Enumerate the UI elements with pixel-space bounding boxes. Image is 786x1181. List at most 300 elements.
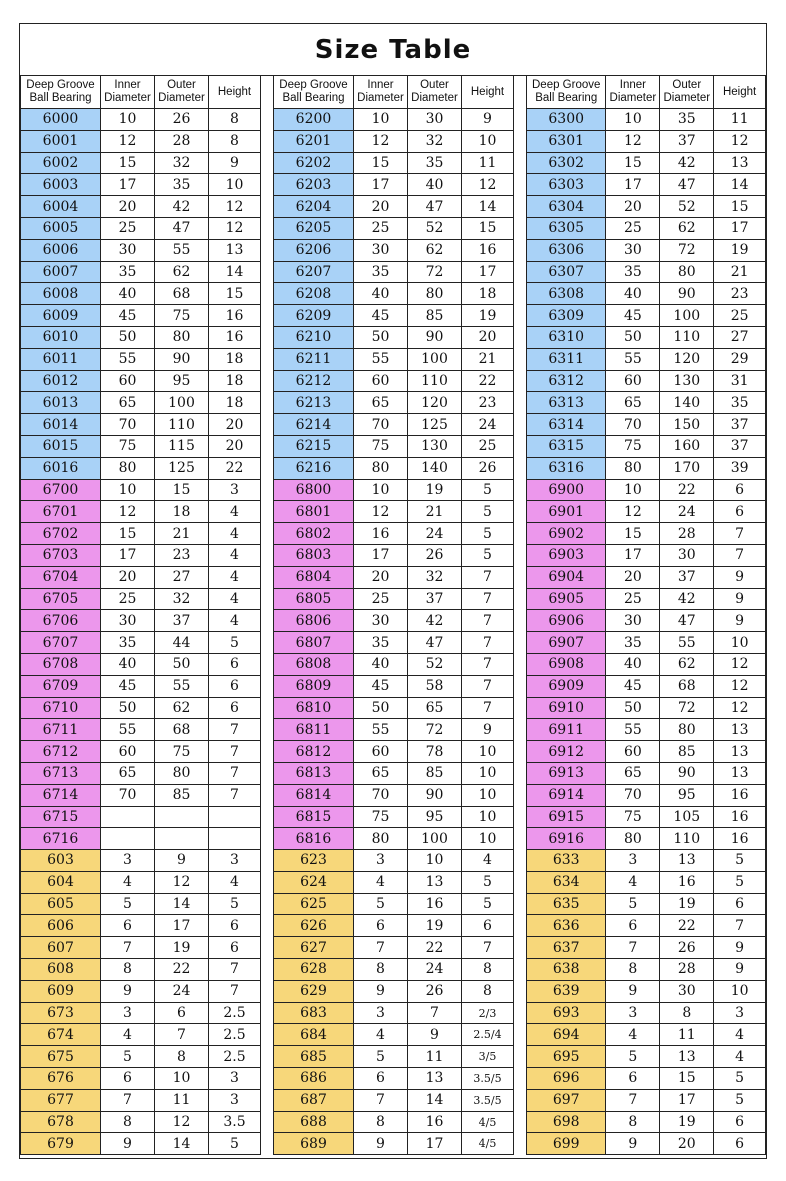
bearing-model: 6713: [21, 762, 101, 784]
table-row: [527, 610, 766, 632]
table-row: [21, 261, 261, 283]
table-row: [21, 959, 261, 981]
outer-diameter: 62: [155, 261, 209, 283]
bearing-model: 676: [21, 1068, 101, 1090]
outer-diameter: 85: [660, 741, 714, 763]
outer-diameter: 32: [155, 588, 209, 610]
table-row: [274, 850, 514, 872]
outer-diameter: 24: [155, 980, 209, 1002]
inner-diameter: 8: [606, 959, 660, 981]
outer-diameter: 47: [408, 632, 462, 654]
inner-diameter: 55: [606, 719, 660, 741]
inner-diameter: 7: [606, 1089, 660, 1111]
height: 6: [209, 675, 261, 697]
table-row: [527, 762, 766, 784]
inner-diameter: 5: [101, 893, 155, 915]
bearing-model: 6900: [527, 479, 606, 501]
inner-diameter: 70: [606, 784, 660, 806]
height: 6: [209, 697, 261, 719]
page-title: Size Table: [20, 24, 766, 76]
bearing-model: 678: [21, 1111, 101, 1133]
table-row: [21, 283, 261, 305]
table-row: [21, 501, 261, 523]
height: 12: [209, 217, 261, 239]
outer-diameter: 26: [408, 980, 462, 1002]
height: 14: [462, 196, 514, 218]
outer-diameter: 58: [408, 675, 462, 697]
height: 16: [714, 784, 766, 806]
height: 39: [714, 457, 766, 479]
bearing-model: 639: [527, 980, 606, 1002]
outer-diameter: 140: [408, 457, 462, 479]
inner-diameter: 25: [606, 217, 660, 239]
table-row: [21, 632, 261, 654]
outer-diameter: 140: [660, 392, 714, 414]
table-row: [527, 479, 766, 501]
inner-diameter: 7: [354, 937, 408, 959]
outer-diameter: 9: [155, 850, 209, 872]
bearing-model: 6212: [274, 370, 354, 392]
table-row: [527, 392, 766, 414]
bearing-model: 6301: [527, 130, 606, 152]
table-row: [21, 1024, 261, 1046]
height: 29: [714, 348, 766, 370]
bearing-model: 625: [274, 893, 354, 915]
table-row: [274, 348, 514, 370]
bearing-model: 6804: [274, 566, 354, 588]
bearing-model: 6006: [21, 239, 101, 261]
bearing-model: 695: [527, 1046, 606, 1068]
bearing-model: 6911: [527, 719, 606, 741]
height: 10: [462, 762, 514, 784]
height: 31: [714, 370, 766, 392]
height: 19: [714, 239, 766, 261]
outer-diameter: 50: [155, 653, 209, 675]
height: 6: [462, 915, 514, 937]
inner-diameter: 12: [354, 130, 408, 152]
inner-diameter: 70: [354, 414, 408, 436]
inner-diameter: 3: [101, 850, 155, 872]
outer-diameter: 24: [408, 523, 462, 545]
height: 7: [462, 697, 514, 719]
outer-diameter: 23: [155, 544, 209, 566]
bearing-model: 608: [21, 959, 101, 981]
table-row: [21, 1046, 261, 1068]
table-row: [274, 457, 514, 479]
outer-diameter: 37: [660, 130, 714, 152]
height: 7: [714, 915, 766, 937]
outer-diameter: 13: [660, 1046, 714, 1068]
table-row: [527, 457, 766, 479]
height: 20: [209, 414, 261, 436]
inner-diameter: [101, 806, 155, 828]
outer-diameter: 125: [408, 414, 462, 436]
table-row: [274, 675, 514, 697]
outer-diameter: [155, 828, 209, 850]
bearing-model: 6915: [527, 806, 606, 828]
inner-diameter: 17: [606, 544, 660, 566]
table-row: [21, 937, 261, 959]
height: 37: [714, 414, 766, 436]
bearing-model: 6916: [527, 828, 606, 850]
height: 6: [714, 1111, 766, 1133]
table-row: [21, 414, 261, 436]
pink-series-block: [21, 479, 261, 850]
height: 18: [209, 348, 261, 370]
inner-diameter: 80: [354, 457, 408, 479]
outer-diameter: 55: [155, 675, 209, 697]
bearing-model: 693: [527, 1002, 606, 1024]
height: 6: [209, 915, 261, 937]
inner-diameter: 25: [354, 588, 408, 610]
outer-diameter: 130: [408, 435, 462, 457]
inner-diameter: 40: [606, 653, 660, 675]
table-row: [527, 152, 766, 174]
inner-diameter: 8: [101, 959, 155, 981]
table-row: [527, 632, 766, 654]
inner-diameter: 65: [606, 392, 660, 414]
inner-diameter: 65: [606, 762, 660, 784]
height: 13: [714, 719, 766, 741]
bearing-model: 628: [274, 959, 354, 981]
bearing-model: 686: [274, 1068, 354, 1090]
inner-diameter: 5: [354, 893, 408, 915]
bearing-model: 6800: [274, 479, 354, 501]
outer-diameter: 125: [155, 457, 209, 479]
table-row: [21, 784, 261, 806]
inner-diameter: 8: [354, 959, 408, 981]
bearing-model: 6907: [527, 632, 606, 654]
inner-diameter: 20: [606, 566, 660, 588]
outer-diameter: 13: [660, 850, 714, 872]
table-row: [274, 1111, 514, 1133]
bearing-model: 6203: [274, 174, 354, 196]
inner-diameter: 50: [101, 326, 155, 348]
table-row: [527, 871, 766, 893]
outer-diameter: 42: [660, 152, 714, 174]
table-row: [527, 370, 766, 392]
outer-diameter: 30: [660, 544, 714, 566]
height: 5: [209, 1133, 261, 1155]
inner-diameter: 6: [606, 915, 660, 937]
height: 7: [209, 762, 261, 784]
height: 6: [714, 479, 766, 501]
bearing-model: 6208: [274, 283, 354, 305]
bearing-model: 6312: [527, 370, 606, 392]
outer-diameter: 47: [660, 174, 714, 196]
table-row: [21, 392, 261, 414]
outer-diameter: 15: [660, 1068, 714, 1090]
height: 2/3: [462, 1002, 514, 1024]
bearing-model: 6313: [527, 392, 606, 414]
table-row: [527, 109, 766, 131]
header-height: Height: [209, 76, 261, 109]
outer-diameter: 110: [660, 828, 714, 850]
height: 14: [209, 261, 261, 283]
table-row: [527, 501, 766, 523]
table-row: [21, 348, 261, 370]
inner-diameter: 12: [101, 501, 155, 523]
height: 4/5: [462, 1111, 514, 1133]
bearing-model: 6902: [527, 523, 606, 545]
inner-diameter: 50: [101, 697, 155, 719]
outer-diameter: 68: [155, 719, 209, 741]
table-row: [527, 414, 766, 436]
table-row: [274, 980, 514, 1002]
height: 2.5/4: [462, 1024, 514, 1046]
inner-diameter: 60: [354, 370, 408, 392]
outer-diameter: 22: [408, 937, 462, 959]
bearing-model: 6711: [21, 719, 101, 741]
inner-diameter: 20: [606, 196, 660, 218]
height: 5: [714, 850, 766, 872]
inner-diameter: 45: [606, 305, 660, 327]
height: 12: [714, 130, 766, 152]
table-row: [21, 762, 261, 784]
bearing-model: 6205: [274, 217, 354, 239]
height: 12: [462, 174, 514, 196]
table-row: [527, 217, 766, 239]
outer-diameter: 12: [155, 1111, 209, 1133]
outer-diameter: 42: [660, 588, 714, 610]
table-row: [527, 1046, 766, 1068]
outer-diameter: 26: [408, 544, 462, 566]
height: 4: [462, 850, 514, 872]
bearing-model: 6202: [274, 152, 354, 174]
height: 3: [714, 1002, 766, 1024]
inner-diameter: 10: [354, 479, 408, 501]
outer-diameter: 17: [155, 915, 209, 937]
height: 15: [714, 196, 766, 218]
table-row: [21, 479, 261, 501]
table-row: [21, 1002, 261, 1024]
bearing-model: 6015: [21, 435, 101, 457]
height: 18: [209, 370, 261, 392]
height: 3: [209, 1068, 261, 1090]
inner-diameter: 5: [354, 1046, 408, 1068]
inner-diameter: 60: [101, 370, 155, 392]
bearing-model: 679: [21, 1133, 101, 1155]
height: 21: [462, 348, 514, 370]
height: 10: [462, 784, 514, 806]
inner-diameter: 16: [354, 523, 408, 545]
height: 2.5: [209, 1046, 261, 1068]
inner-diameter: 25: [101, 217, 155, 239]
inner-diameter: 40: [101, 653, 155, 675]
bearing-model: 6715: [21, 806, 101, 828]
bearing-model: 6210: [274, 326, 354, 348]
inner-diameter: 40: [606, 283, 660, 305]
height: 7: [462, 675, 514, 697]
outer-diameter: 95: [660, 784, 714, 806]
inner-diameter: 12: [606, 130, 660, 152]
table-row: [527, 523, 766, 545]
bearing-model: 6901: [527, 501, 606, 523]
bearing-model: 6912: [527, 741, 606, 763]
bearing-model: 6909: [527, 675, 606, 697]
outer-diameter: 65: [408, 697, 462, 719]
table-row: [274, 915, 514, 937]
outer-diameter: 20: [660, 1133, 714, 1155]
inner-diameter: 12: [606, 501, 660, 523]
height: [209, 828, 261, 850]
height: 20: [209, 435, 261, 457]
bearing-model: 6303: [527, 174, 606, 196]
table-row: [527, 959, 766, 981]
table-row: [527, 239, 766, 261]
height: 9: [714, 566, 766, 588]
header-bearing: Deep Groove Ball Bearing: [527, 76, 606, 109]
outer-diameter: 52: [660, 196, 714, 218]
outer-diameter: 24: [408, 959, 462, 981]
blue-series-block: [21, 109, 261, 480]
bearing-model: 6801: [274, 501, 354, 523]
height: 13: [209, 239, 261, 261]
bearing-model: 6905: [527, 588, 606, 610]
inner-diameter: 30: [101, 610, 155, 632]
table-row: [274, 784, 514, 806]
table-row: [21, 653, 261, 675]
height: 25: [714, 305, 766, 327]
outer-diameter: 21: [155, 523, 209, 545]
table-row: [274, 544, 514, 566]
inner-diameter: 9: [354, 980, 408, 1002]
outer-diameter: 150: [660, 414, 714, 436]
table-row: [527, 261, 766, 283]
height: 5: [462, 871, 514, 893]
table-row: [527, 1111, 766, 1133]
inner-diameter: 7: [606, 937, 660, 959]
height: 22: [209, 457, 261, 479]
inner-diameter: 20: [101, 196, 155, 218]
height: 12: [714, 653, 766, 675]
inner-diameter: 17: [101, 544, 155, 566]
bearing-model: 697: [527, 1089, 606, 1111]
height: 17: [462, 261, 514, 283]
bearing-model: 6810: [274, 697, 354, 719]
height: 4: [209, 566, 261, 588]
bearing-model: 696: [527, 1068, 606, 1090]
height: 6: [714, 1133, 766, 1155]
table-row: [527, 784, 766, 806]
height: 2.5: [209, 1002, 261, 1024]
inner-diameter: 4: [101, 1024, 155, 1046]
outer-diameter: 18: [155, 501, 209, 523]
inner-diameter: 3: [606, 850, 660, 872]
bearing-model: 6811: [274, 719, 354, 741]
bearing-model: 6209: [274, 305, 354, 327]
header-height: Height: [714, 76, 766, 109]
outer-diameter: 90: [408, 784, 462, 806]
height: 18: [209, 392, 261, 414]
table-row: [21, 1133, 261, 1155]
inner-diameter: 35: [354, 632, 408, 654]
outer-diameter: 28: [155, 130, 209, 152]
outer-diameter: 110: [155, 414, 209, 436]
outer-diameter: 26: [155, 109, 209, 131]
outer-diameter: 120: [408, 392, 462, 414]
bearing-model: 6008: [21, 283, 101, 305]
table-row: [527, 915, 766, 937]
table-row: [274, 130, 514, 152]
inner-diameter: 17: [354, 544, 408, 566]
bearing-model: 6808: [274, 653, 354, 675]
bearing-model: 6712: [21, 741, 101, 763]
bearing-model: 6308: [527, 283, 606, 305]
outer-diameter: 95: [155, 370, 209, 392]
height: 35: [714, 392, 766, 414]
inner-diameter: 15: [101, 523, 155, 545]
outer-diameter: 7: [408, 1002, 462, 1024]
height: 7: [209, 784, 261, 806]
inner-diameter: 30: [354, 610, 408, 632]
bearing-model: 6906: [527, 610, 606, 632]
table-row: [274, 893, 514, 915]
inner-diameter: 30: [101, 239, 155, 261]
outer-diameter: 28: [660, 523, 714, 545]
height: 11: [714, 109, 766, 131]
bearing-model: 609: [21, 980, 101, 1002]
height: 4: [209, 610, 261, 632]
table-row: [274, 174, 514, 196]
height: 5: [209, 893, 261, 915]
bearing-model: 6910: [527, 697, 606, 719]
inner-diameter: 9: [354, 1133, 408, 1155]
table-row: [274, 959, 514, 981]
inner-diameter: 55: [354, 348, 408, 370]
bearing-model: 6300: [527, 109, 606, 131]
yellow-series-block: [21, 850, 261, 1155]
height: 5: [462, 893, 514, 915]
outer-diameter: 47: [408, 196, 462, 218]
outer-diameter: 105: [660, 806, 714, 828]
bearing-model: 684: [274, 1024, 354, 1046]
outer-diameter: 35: [408, 152, 462, 174]
table-row: [21, 915, 261, 937]
table-row: [527, 566, 766, 588]
outer-diameter: 7: [155, 1024, 209, 1046]
inner-diameter: 15: [101, 152, 155, 174]
outer-diameter: 44: [155, 632, 209, 654]
bearing-model: 603: [21, 850, 101, 872]
inner-diameter: 15: [354, 152, 408, 174]
height: 4: [714, 1024, 766, 1046]
table-row: [274, 1089, 514, 1111]
header-outer-diameter: Outer Diameter: [408, 76, 462, 109]
table-row: [527, 1024, 766, 1046]
table-row: [527, 283, 766, 305]
height: 27: [714, 326, 766, 348]
height: 21: [714, 261, 766, 283]
outer-diameter: 30: [660, 980, 714, 1002]
table-row: [527, 326, 766, 348]
height: 3: [209, 479, 261, 501]
bearing-model: 6903: [527, 544, 606, 566]
bearing-model: 629: [274, 980, 354, 1002]
inner-diameter: 55: [101, 719, 155, 741]
bearing-model: 6706: [21, 610, 101, 632]
outer-diameter: 19: [408, 915, 462, 937]
table-row: [21, 828, 261, 850]
table-row: [21, 130, 261, 152]
height: 4/5: [462, 1133, 514, 1155]
height: 5: [462, 501, 514, 523]
bearing-model: 685: [274, 1046, 354, 1068]
table-row: [527, 828, 766, 850]
inner-diameter: 5: [606, 893, 660, 915]
table-row: [21, 675, 261, 697]
outer-diameter: 90: [660, 283, 714, 305]
